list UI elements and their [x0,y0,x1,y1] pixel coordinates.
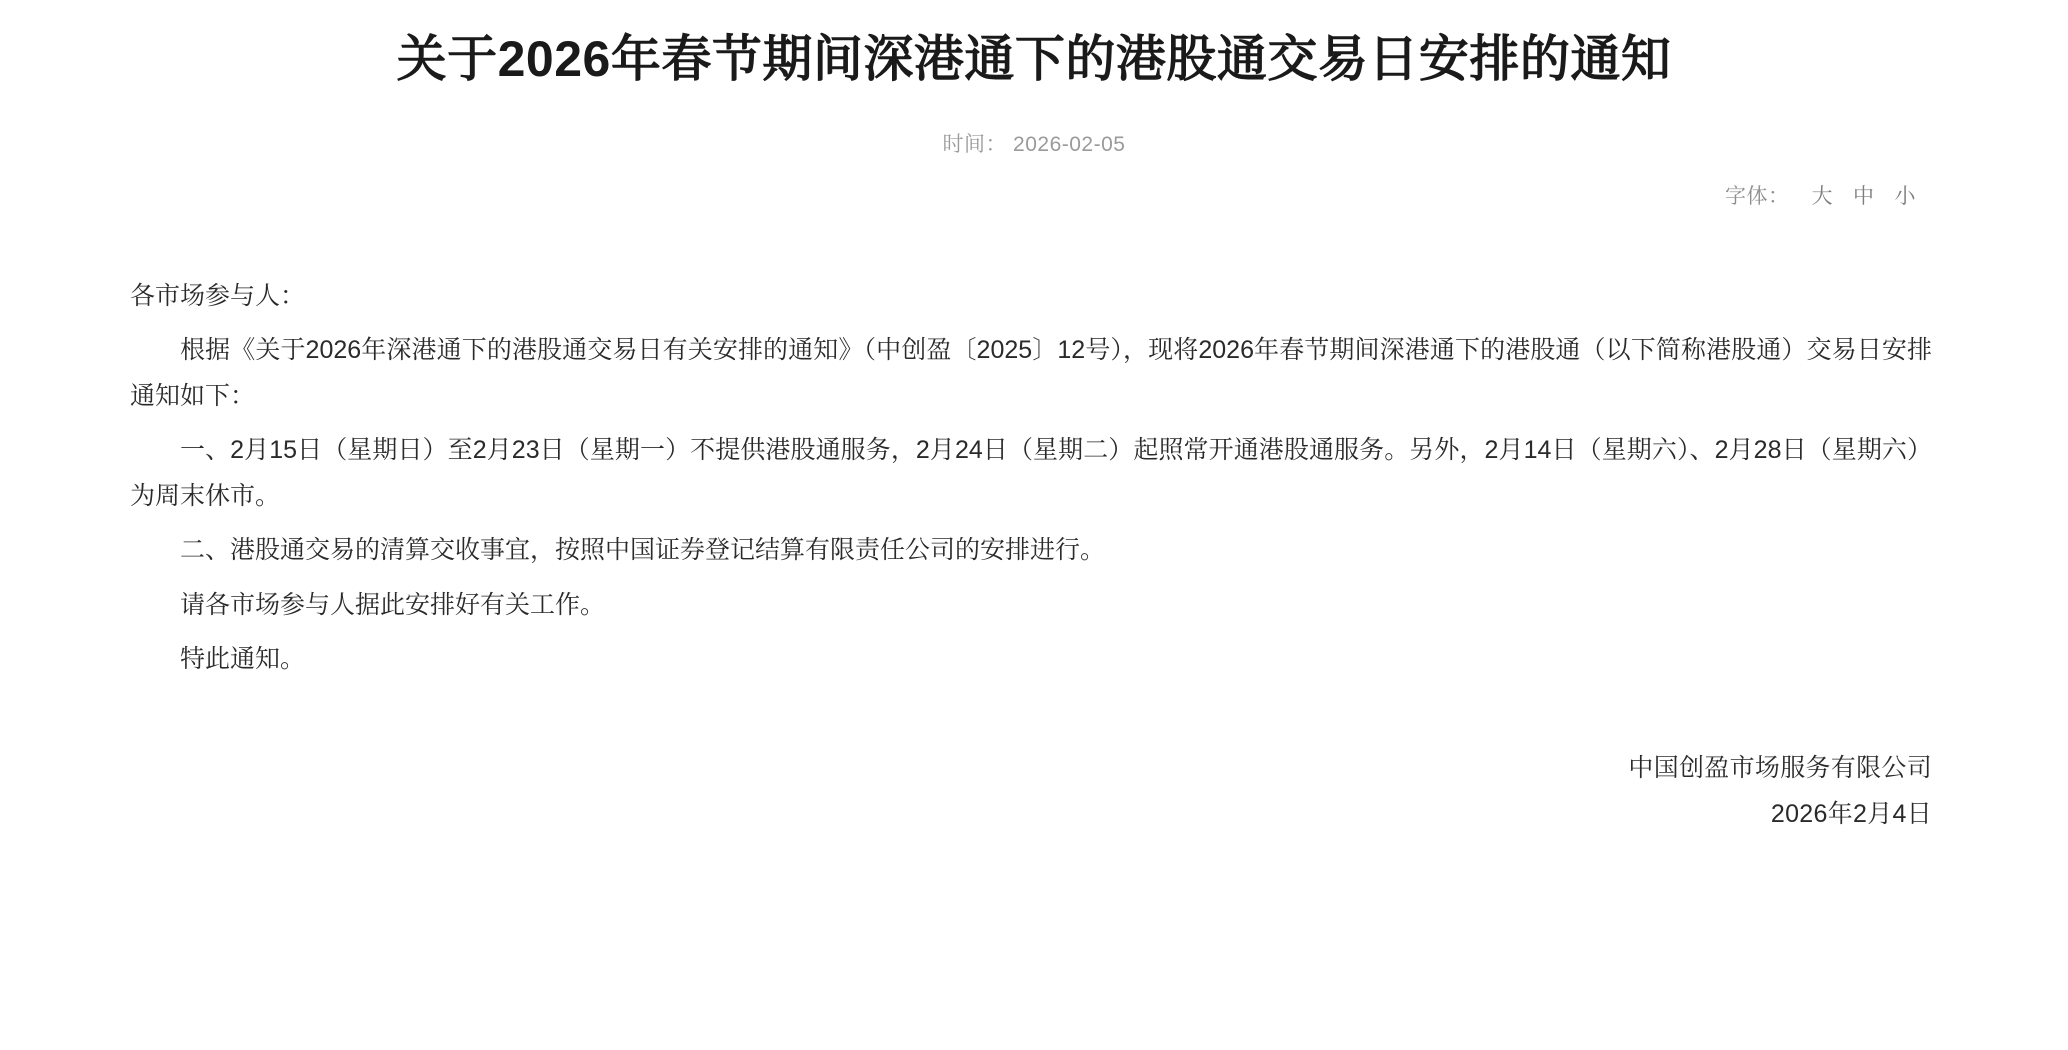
publish-time-value: 2026-02-05 [1013,132,1126,156]
document-body [0,274,2068,683]
font-size-label: 字体： [1725,184,1790,208]
font-size-control [0,180,2068,210]
body-paragraph: 一、2月15日（星期日）至2月23日（星期一）不提供港股通服务，2月24日（星期二）起照常开通港股通服务。另外，2月14日（星期六）、2月28日（星期六）为周末休市。 [130,436,1932,510]
body-paragraph: 二、港股通交易的清算交收事宜，按照中国证券登记结算有限责任公司的安排进行。 [180,536,1106,564]
signature-date: 2026年2月4日 [1770,799,1932,828]
publish-time [0,128,2068,158]
page-title: 关于2026年春节期间深港通下的港股通交易日安排的通知 [396,31,1672,87]
body-salutation: 各市场参与人： [130,281,306,310]
font-size-large-button[interactable]: 大 [1811,184,1833,208]
font-size-medium-button[interactable]: 中 [1853,184,1875,208]
publish-time-label: 时间： [942,132,1008,156]
document-signature [0,745,2068,838]
body-paragraph: 请各市场参与人据此安排好有关工作。 [180,590,606,619]
body-paragraph: 特此通知。 [180,645,306,673]
font-size-small-button[interactable]: 小 [1894,184,1916,208]
body-paragraph: 根据《关于2026年深港通下的港股通交易日有关安排的通知》（中创盈〔2025〕12号），现将2026年春节期间深港通下的港股通（以下简称港股通）交易日安排通知如下： [130,336,1932,410]
signature-organization: 中国创盈市场服务有限公司 [1628,753,1932,782]
